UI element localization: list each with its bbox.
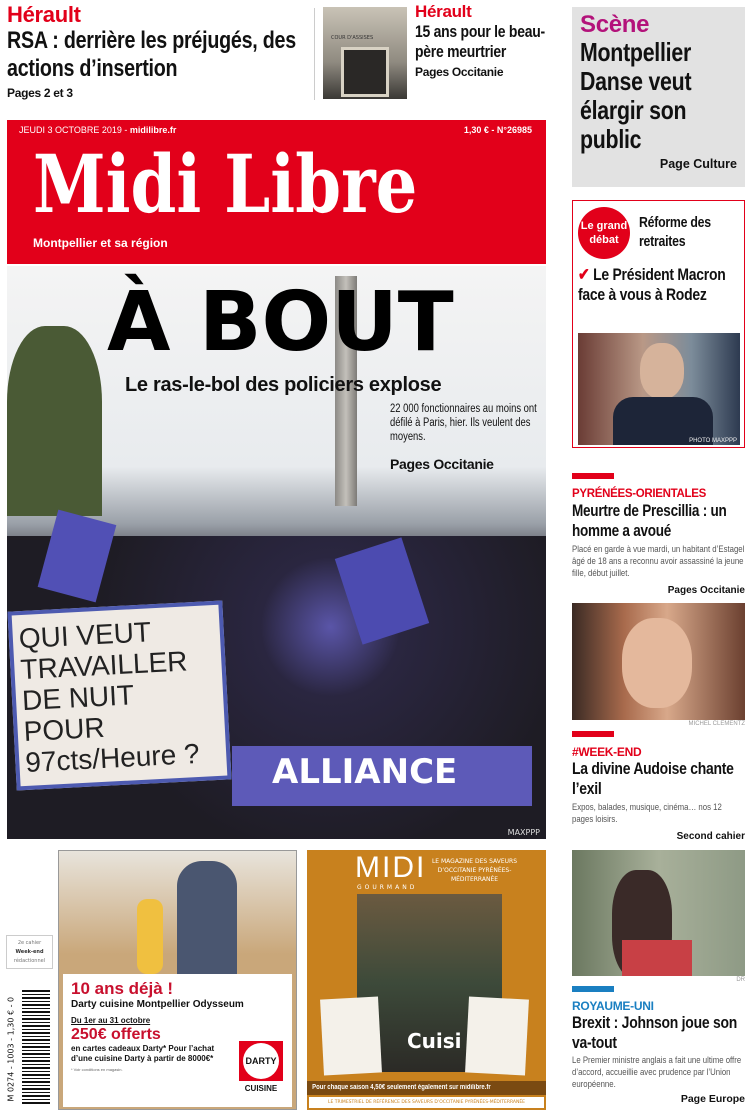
headline: Montpellier Danse veut élargir son public xyxy=(580,37,692,154)
courthouse-photo xyxy=(323,7,407,99)
midi-gourmand-ad[interactable] xyxy=(307,850,546,1110)
headline: 15 ans pour le beau-père meurtrier xyxy=(415,22,545,61)
page-ref: Pages Occitanie xyxy=(415,65,504,79)
headline: Brexit : Johnson joue son va-tout xyxy=(572,1013,738,1052)
barcode-text: M 0274 - 1003 - 1,30 € - 0 xyxy=(6,996,16,1102)
man-figure xyxy=(177,861,237,976)
section-bar xyxy=(572,731,614,737)
newspaper-title: Midi Libre xyxy=(33,137,418,231)
debat-title: Réforme des retraites xyxy=(639,214,711,250)
ad-title: 10 ans déjà ! xyxy=(71,979,174,998)
cover-text: Cuisi xyxy=(407,1029,462,1053)
kicker: Hérault xyxy=(415,2,472,21)
main-headline: À BOUT xyxy=(107,275,454,370)
summary: Le Premier ministre anglais a fait une ultime offre d’accord, accueillie avec prudence par l’Union européenne. xyxy=(572,1055,742,1090)
divider xyxy=(314,8,315,100)
headline: Meurtre de Prescillia : un homme a avoué xyxy=(572,502,727,540)
label: 2e cahier xyxy=(17,940,42,946)
summary: Expos, balades, musique, cinéma… nos 12 pages loisirs. xyxy=(572,802,722,825)
macron-photo xyxy=(578,333,740,445)
tree xyxy=(7,326,102,516)
section-bar xyxy=(572,473,614,479)
page-ref: Second cahier xyxy=(676,831,745,842)
gourmand-logo: MIDI xyxy=(355,851,427,884)
ad-note: * Voir conditions en magasin. xyxy=(71,1067,123,1072)
teaser-meurtrier[interactable] xyxy=(415,2,555,79)
teaser-weekend[interactable] xyxy=(572,731,745,843)
headline: La divine Audoise chante l’exil xyxy=(572,759,734,798)
teaser-brexit[interactable] xyxy=(572,986,745,1106)
photo-credit: DR xyxy=(736,977,745,983)
ad-details: en cartes cadeaux Darty* Pour l’achat d’une cuisine Darty à partir de 8000€* xyxy=(71,1044,215,1063)
photo-credit: PHOTO MAXPPP xyxy=(689,438,737,444)
headline: Le Président Macron face à vous à Rodez xyxy=(578,265,726,304)
photo-credit: MAXPPP xyxy=(507,828,540,837)
page-ref: Pages Occitanie xyxy=(390,456,494,472)
darty-text-panel xyxy=(63,974,292,1107)
gourmand-offer: Pour chaque saison 4,50€ seulement également sur midilibre.fr xyxy=(312,1084,491,1091)
teaser-danse[interactable] xyxy=(572,7,745,187)
grand-debat-badge: Le grand débat xyxy=(578,207,630,259)
sign-text: COUR D'ASSISES xyxy=(331,35,374,41)
debat-box[interactable] xyxy=(572,200,745,448)
union-banner: ALLIANCE xyxy=(232,746,532,806)
label: rédactionnel xyxy=(13,958,46,964)
price-issue: 1,30 € - N°26985 xyxy=(463,125,532,135)
teaser-prescillia[interactable] xyxy=(572,473,745,597)
page-ref: Pages Occitanie xyxy=(667,585,745,596)
kicker: PYRÉNÉES-ORIENTALES xyxy=(572,488,707,500)
site-link[interactable]: midilibre.fr xyxy=(129,125,177,135)
gourmand-tagline: LE MAGAZINE DES SAVEURS D’OCCITANIE PYRÉNÉES-MÉDITERRANÉE xyxy=(431,858,518,883)
gourmand-offer-bar xyxy=(307,1081,546,1095)
darty-logo xyxy=(239,1041,283,1081)
prescillia-photo xyxy=(572,603,745,720)
kicker: #WEEK-END xyxy=(572,745,642,759)
main-photo[interactable] xyxy=(7,266,546,839)
protest-sign: QUI VEUT TRAVAILLER DE NUIT POUR 97cts/Heure ? xyxy=(7,600,231,790)
main-subhead: Le ras-le-bol des policiers explose xyxy=(125,374,442,396)
barcode xyxy=(22,990,50,1105)
section-bar xyxy=(572,986,614,992)
summary: Placé en garde à vue mardi, un habitant d’Estagel âgé de 18 ans a reconnu avoir assassiné la jeune fille, début juillet. xyxy=(572,544,745,579)
check-icon: ✔ xyxy=(578,265,594,284)
kicker: ROYAUME-UNI xyxy=(572,999,654,1013)
magazine-cover-small xyxy=(320,997,382,1076)
label: Week-end xyxy=(15,949,44,955)
main-text: 22 000 fonctionnaires au moins ont défilé à Paris, hier. Ils veulent des moyens. xyxy=(390,403,537,443)
masthead-subtitle: Montpellier et sa région xyxy=(33,236,168,250)
ad-store: Darty cuisine Montpellier Odysseum xyxy=(71,999,244,1010)
gourmand-logo-sub: GOURMAND xyxy=(357,884,418,891)
date: JEUDI 3 OCTOBRE 2019 - xyxy=(19,125,130,135)
date-line xyxy=(19,125,176,135)
gourmand-footer: LE TRIMESTRIEL DE RÉFÉRENCE DES SAVEURS D’OCCITANIE PYRÉNÉES-MÉDITERRANÉE xyxy=(309,1097,544,1108)
page-ref: Pages 2 et 3 xyxy=(7,86,73,100)
child-figure xyxy=(137,899,163,974)
page-ref: Page Culture xyxy=(659,157,737,171)
kicker: Scène xyxy=(580,11,650,38)
photo-credit: MICHEL CLEMENTZ xyxy=(688,721,745,727)
second-section-box xyxy=(6,935,53,969)
magazine-cover-small xyxy=(465,996,529,1075)
page-ref: Page Europe xyxy=(680,1093,745,1105)
main-text-wrap xyxy=(390,402,540,450)
teaser-rsa[interactable] xyxy=(7,2,312,100)
ad-period: Du 1er au 31 octobre xyxy=(71,1016,151,1025)
ad-offer: 250€ offerts xyxy=(71,1026,161,1043)
darty-ad[interactable] xyxy=(58,850,297,1110)
masthead xyxy=(7,120,546,264)
headline: RSA : derrière les préjugés, des actions d’insertion xyxy=(7,27,296,82)
singer-photo xyxy=(572,850,745,976)
logo-text: DARTY xyxy=(243,1043,279,1079)
logo-sub: CUISINE xyxy=(244,1084,278,1093)
kicker: Hérault xyxy=(7,2,81,27)
